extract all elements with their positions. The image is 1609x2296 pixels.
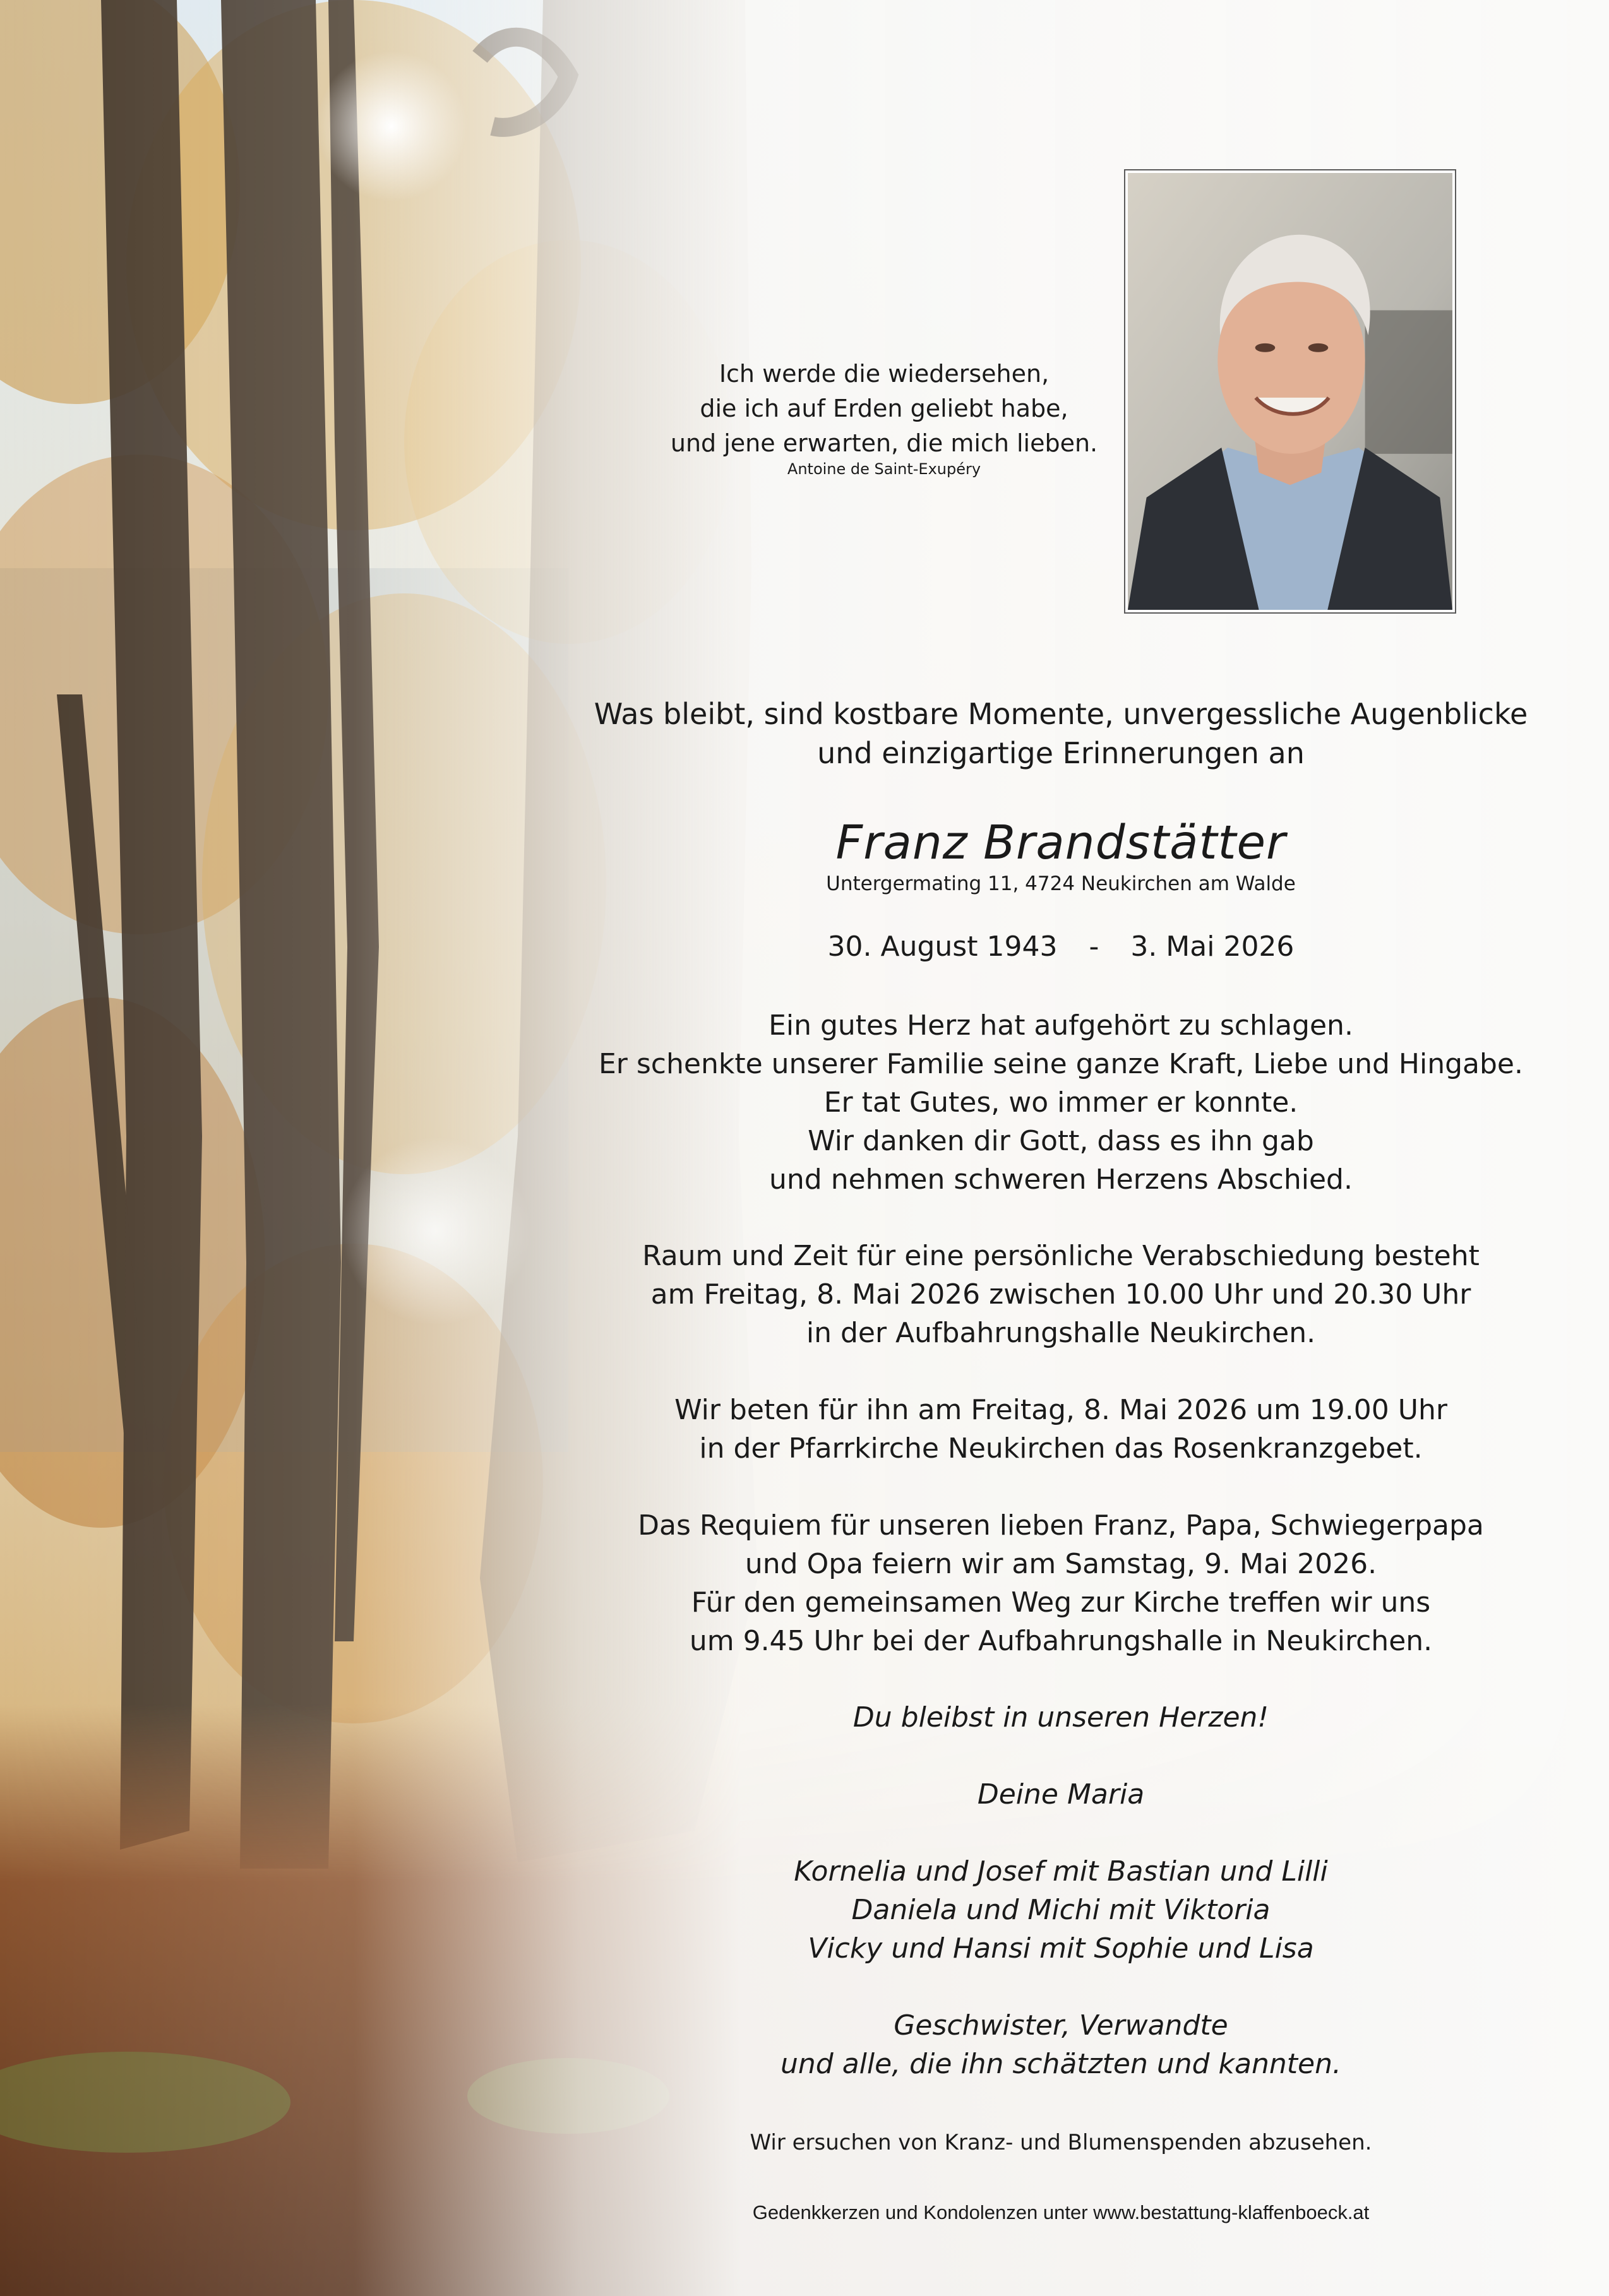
intro-line: und einzigartige Erinnerungen an: [817, 736, 1305, 770]
date-separator: -: [1089, 931, 1099, 963]
text-line: Er schenkte unserer Familie seine ganze Kraft, Liebe und Hingabe.: [599, 1048, 1523, 1080]
text-line: um 9.45 Uhr bei der Aufbahrungshalle in Neukirchen.: [689, 1625, 1433, 1657]
birth-date: 30. August 1943: [827, 931, 1058, 963]
text-line: Wir danken dir Gott, dass es ihn gab: [808, 1125, 1314, 1157]
family-signatures: [556, 1852, 1566, 1968]
remembrance-line: Du bleibst in unseren Herzen!: [852, 1701, 1269, 1734]
relatives-line: und alle, die ihn schätzten und kannten.: [781, 2048, 1341, 2080]
quote-line: die ich auf Erden geliebt habe,: [700, 395, 1068, 422]
family-line: Daniela und Michi mit Viktoria: [851, 1894, 1271, 1926]
condolence-note: Gedenkkerzen und Kondolenzen unter www.bestattung-klaffenboeck.at: [752, 2201, 1370, 2223]
paragraph-viewing: [556, 1237, 1566, 1352]
quote-line: Ich werde die wiedersehen,: [719, 360, 1050, 388]
donation-note: Wir ersuchen von Kranz- und Blumenspenden abzusehen.: [750, 2130, 1372, 2155]
death-date: 3. Mai 2026: [1130, 931, 1295, 963]
intro-line: Was bleibt, sind kostbare Momente, unvergessliche Augenblicke: [594, 697, 1528, 731]
paragraph-farewell: [556, 1006, 1566, 1199]
text-line: Für den gemeinsamen Weg zur Kirche treffen wir uns: [691, 1586, 1431, 1619]
text-line: in der Aufbahrungshalle Neukirchen.: [806, 1317, 1316, 1349]
text-line: Ein gutes Herz hat aufgehört zu schlagen.: [769, 1009, 1353, 1042]
spouse-signature: Deine Maria: [977, 1778, 1145, 1811]
text-line: in der Pfarrkirche Neukirchen das Rosenkranzgebet.: [699, 1432, 1423, 1465]
family-line: Kornelia und Josef mit Bastian und Lilli: [794, 1855, 1328, 1888]
quote-line: und jene erwarten, die mich lieben.: [670, 429, 1098, 457]
deceased-address: Untergermating 11, 4724 Neukirchen am Walde: [826, 872, 1296, 895]
text-line: Wir beten für ihn am Freitag, 8. Mai 2026 um 19.00 Uhr: [674, 1394, 1447, 1426]
life-dates: [556, 928, 1566, 966]
text-line: Das Requiem für unseren lieben Franz, Papa, Schwiegerpapa: [638, 1509, 1484, 1542]
family-line: Vicky und Hansi mit Sophie und Lisa: [808, 1932, 1314, 1965]
paragraph-rosary: [556, 1391, 1566, 1468]
relatives-line: Geschwister, Verwandte: [894, 2009, 1228, 2042]
text-line: und nehmen schweren Herzens Abschied.: [769, 1163, 1353, 1196]
text-line: Er tat Gutes, wo immer er konnte.: [823, 1086, 1298, 1119]
relatives-signatures: [556, 2006, 1566, 2083]
text-line: am Freitag, 8. Mai 2026 zwischen 10.00 Uhr und 20.30 Uhr: [650, 1278, 1471, 1311]
quote: [568, 357, 1200, 461]
text-line: und Opa feiern wir am Samstag, 9. Mai 2026.: [745, 1548, 1377, 1580]
intro-text: [556, 694, 1566, 773]
paragraph-requiem: [556, 1506, 1566, 1660]
text-line: Raum und Zeit für eine persönliche Verabschiedung besteht: [642, 1240, 1480, 1272]
quote-author: Antoine de Saint-Exupéry: [787, 460, 981, 478]
deceased-name: Franz Brandstätter: [835, 816, 1286, 870]
